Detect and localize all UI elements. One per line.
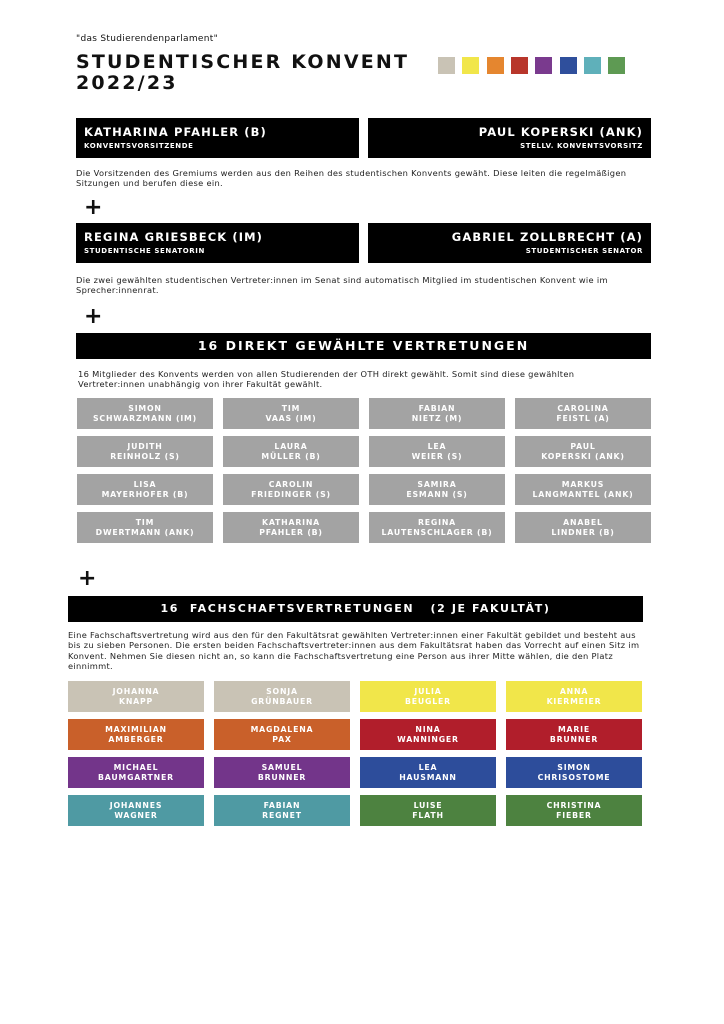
member-last-name: AMBERGER	[108, 734, 164, 744]
member-last-name: HAUSMANN	[399, 772, 457, 782]
plus-icon: +	[84, 304, 103, 329]
member-card	[360, 719, 496, 750]
member-first-name: REGINA	[418, 517, 456, 527]
member-last-name: BRUNNER	[549, 734, 599, 744]
member-first-name: PAUL	[570, 441, 596, 451]
color-swatch	[511, 57, 528, 74]
member-last-name: MÜLLER (B)	[261, 451, 321, 461]
member-last-name: VAAS (IM)	[265, 413, 317, 423]
chair-role: KONVENTSVORSITZENDE	[84, 142, 194, 150]
member-last-name: BEUGLER	[405, 696, 451, 706]
member-card	[360, 795, 496, 826]
member-card	[515, 474, 651, 505]
member-card	[369, 436, 505, 467]
member-last-name: BAUMGARTNER	[98, 772, 174, 782]
member-card	[77, 512, 213, 543]
member-card	[214, 795, 350, 826]
member-last-name: PFAHLER (B)	[259, 527, 323, 537]
member-last-name: FRIEDINGER (S)	[251, 489, 331, 499]
color-swatch	[462, 57, 479, 74]
member-last-name: BRUNNER	[257, 772, 307, 782]
member-card	[369, 398, 505, 429]
member-card	[360, 757, 496, 788]
member-card	[515, 398, 651, 429]
member-first-name: MARKUS	[561, 479, 605, 489]
member-card	[77, 436, 213, 467]
member-card	[68, 681, 204, 712]
document-subtitle: "das Studierendenparlament"	[76, 34, 219, 44]
member-first-name: MICHAEL	[113, 762, 159, 772]
color-swatch	[487, 57, 504, 74]
member-last-name: SCHWARZMANN (IM)	[93, 413, 197, 423]
chair-name: KATHARINA PFAHLER (B)	[84, 125, 267, 139]
member-card	[223, 512, 359, 543]
plus-icon: +	[78, 566, 97, 591]
member-first-name: KATHARINA	[261, 517, 320, 527]
member-card	[214, 757, 350, 788]
member-first-name: CHRISTINA	[546, 800, 602, 810]
member-first-name: MAXIMILIAN	[105, 724, 167, 734]
senator-card	[76, 223, 359, 263]
member-last-name: KNAPP	[118, 696, 154, 706]
member-first-name: ANABEL	[563, 517, 603, 527]
member-last-name: GRÜNBAUER	[251, 696, 313, 706]
member-first-name: CAROLIN	[268, 479, 314, 489]
senator-name: REGINA GRIESBECK (IM)	[84, 230, 263, 244]
member-card	[369, 512, 505, 543]
member-first-name: LEA	[418, 762, 438, 772]
member-card	[223, 436, 359, 467]
member-card	[515, 512, 651, 543]
direct-heading: 16 DIREKT GEWÄHLTE VERTRETUNGEN	[76, 333, 651, 359]
member-first-name: JOHANNA	[112, 686, 160, 696]
member-last-name: FEISTL (A)	[556, 413, 610, 423]
title-line-1: STUDENTISCHER KONVENT	[76, 51, 410, 73]
member-card	[360, 681, 496, 712]
member-first-name: ANNA	[559, 686, 589, 696]
member-card	[68, 757, 204, 788]
member-last-name: PAX	[272, 734, 292, 744]
member-last-name: MAYERHOFER (B)	[101, 489, 189, 499]
member-card	[68, 719, 204, 750]
member-last-name: WEIER (S)	[411, 451, 463, 461]
member-card	[223, 398, 359, 429]
member-card	[77, 398, 213, 429]
member-last-name: FLATH	[412, 810, 444, 820]
member-card	[223, 474, 359, 505]
member-first-name: MAGDALENA	[250, 724, 314, 734]
member-last-name: REINHOLZ (S)	[110, 451, 180, 461]
member-last-name: NIETZ (M)	[411, 413, 463, 423]
member-card	[68, 795, 204, 826]
member-first-name: FABIAN	[263, 800, 301, 810]
member-card	[506, 681, 642, 712]
member-last-name: WANNINGER	[397, 734, 459, 744]
color-swatch	[608, 57, 625, 74]
member-first-name: SIMON	[128, 403, 162, 413]
member-last-name: KIERMEIER	[546, 696, 602, 706]
faculty-heading: 16 FACHSCHAFTSVERTRETUNGEN (2 JE FAKULTÄT)	[68, 596, 643, 622]
member-last-name: KOPERSKI (ANK)	[541, 451, 625, 461]
member-first-name: SAMUEL	[261, 762, 303, 772]
senator-role: STUDENTISCHE SENATORIN	[84, 247, 205, 255]
chairs-description: Die Vorsitzenden des Gremiums werden aus den Reihen des studentischen Konvents gewäht. Diese leiten die regelmäßigen Sitzungen und berufen diese ein.	[76, 168, 627, 189]
direct-description: 16 Mitglieder des Konvents werden von allen Studierenden der OTH direkt gewählt. Somit sind diese gewählten Vertreter:innen unabhängig von ihrer Fakultät gewählt.	[78, 369, 575, 390]
document-title	[76, 52, 409, 94]
member-last-name: LINDNER (B)	[551, 527, 615, 537]
member-card	[506, 719, 642, 750]
member-first-name: TIM	[281, 403, 301, 413]
member-last-name: FIEBER	[556, 810, 592, 820]
member-last-name: LANGMANTEL (ANK)	[532, 489, 634, 499]
color-swatch	[535, 57, 552, 74]
vice-chair-role: STELLV. KONVENTSVORSITZ	[520, 142, 643, 150]
member-first-name: CAROLINA	[557, 403, 609, 413]
member-first-name: TIM	[135, 517, 155, 527]
member-card	[506, 795, 642, 826]
senator-name: GABRIEL ZOLLBRECHT (A)	[451, 230, 643, 244]
member-last-name: ESMANN (S)	[406, 489, 468, 499]
member-first-name: JUDITH	[127, 441, 163, 451]
member-card	[214, 681, 350, 712]
member-first-name: SONJA	[266, 686, 298, 696]
color-swatch	[584, 57, 601, 74]
member-first-name: FABIAN	[418, 403, 456, 413]
vice-chair-name: PAUL KOPERSKI (ANK)	[478, 125, 643, 139]
member-first-name: LEA	[427, 441, 447, 451]
member-card	[369, 474, 505, 505]
member-first-name: MARIE	[557, 724, 591, 734]
member-first-name: NINA	[415, 724, 441, 734]
faculty-description: Eine Fachschaftsvertretung wird aus den für den Fakultätsrat gewählten Vertreter:innen einer Fakultät gebildet und besteht aus bis zu sieben Personen. Die ersten beiden Fachschaftsvertreter:innen aus dem Fakultätsrat haben das Vorrecht auf einen Sitz im Konvent. Nehmen Sie diesen nicht an, so kann die Fachschaftsvertretung eine Person aus ihrer Mitte wählen, die den Platz einnimmt.	[68, 630, 640, 671]
vice-chair-card	[368, 118, 651, 158]
senator-role: STUDENTISCHER SENATOR	[525, 247, 643, 255]
member-card	[506, 757, 642, 788]
member-last-name: DWERTMANN (ANK)	[95, 527, 195, 537]
member-first-name: SAMIRA	[417, 479, 457, 489]
member-card	[214, 719, 350, 750]
member-first-name: LAURA	[274, 441, 308, 451]
title-line-2: 2022/23	[76, 72, 178, 94]
senator-card	[368, 223, 651, 263]
member-last-name: CHRISOSTOME	[537, 772, 611, 782]
member-first-name: JOHANNES	[109, 800, 163, 810]
chair-card	[76, 118, 359, 158]
member-first-name: LUISE	[413, 800, 443, 810]
member-last-name: LAUTENSCHLAGER (B)	[381, 527, 493, 537]
member-last-name: WAGNER	[114, 810, 158, 820]
member-first-name: SIMON	[557, 762, 591, 772]
member-card	[77, 474, 213, 505]
color-swatch	[438, 57, 455, 74]
plus-icon: +	[84, 195, 103, 220]
senators-description: Die zwei gewählten studentischen Vertreter:innen im Senat sind automatisch Mitglied im studentischen Konvent wie im Sprecher:innenrat.	[76, 275, 608, 296]
member-last-name: REGNET	[262, 810, 302, 820]
color-swatch	[560, 57, 577, 74]
member-first-name: JULIA	[414, 686, 442, 696]
member-card	[515, 436, 651, 467]
member-first-name: LISA	[133, 479, 157, 489]
